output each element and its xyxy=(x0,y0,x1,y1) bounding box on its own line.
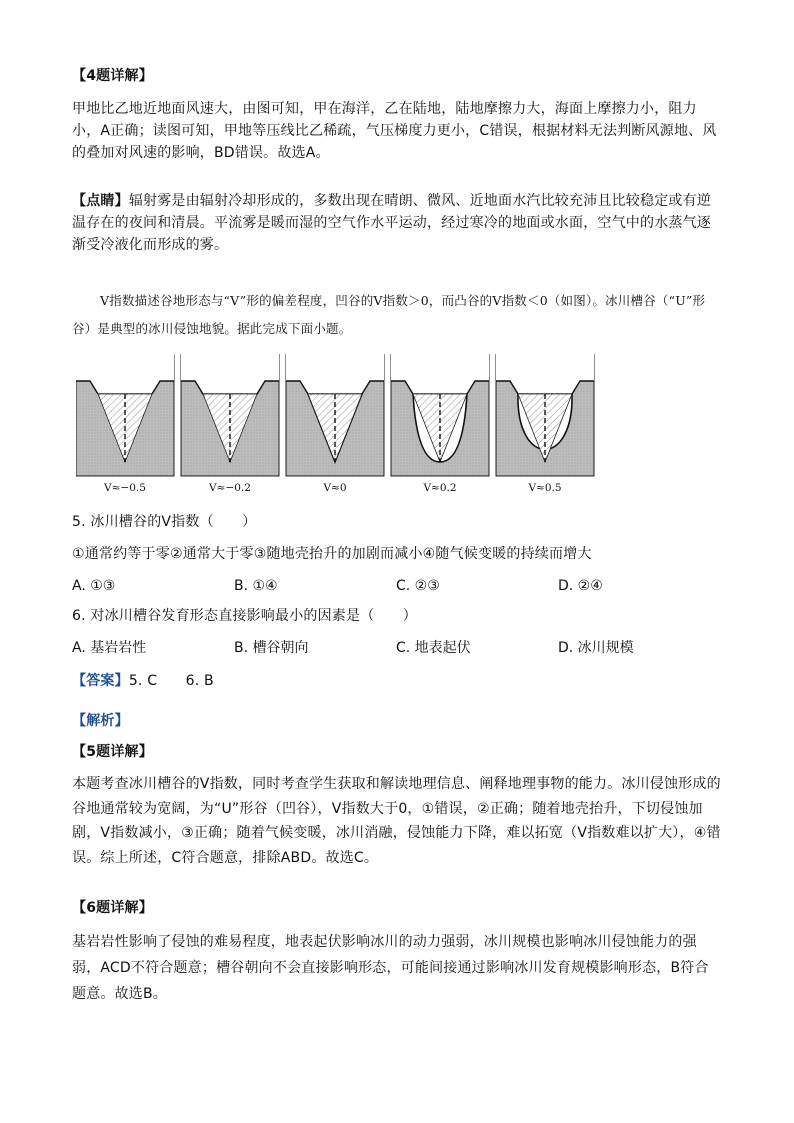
material-text: V指数描述谷地形态与“V”形的偏差程度，凹谷的V指数＞0，而凸谷的V指数＜0（如图）。冰川槽谷（“U”形谷）是典型的冰川侵蚀地貌。据此完成下面小题。 xyxy=(72,293,706,336)
q4-detail-text: 甲地比乙地近地面风速大，由图可知，甲在海洋，乙在陆地，陆地摩擦力大，海面上摩擦力小，阻力小，A正确；读图可知，甲地等压线比乙稀疏，气压梯度力更小，C错误，根据材料无法判断风源地、风的叠加对风速的影响，BD错误。故选A。 xyxy=(72,101,717,161)
q5-detail-text: 本题考查冰川槽谷的V指数，同时考查学生获取和解读地理信息、阐释地理事物的能力。冰川侵蚀形成的谷地通常较为宽阔，为“U”形谷（凹谷），V指数大于0，①错误，②正确；随着地壳抬升，下切侵蚀加剧，V指数减小，③正确；随着气候变暖，冰川消融，侵蚀能力下降，难以拓宽（V指数难以扩大），④错误。综上所述，C符合题意，排除ABD。故选C。 xyxy=(72,776,721,866)
q5-stem: 5. 冰川槽谷的V指数（ ） xyxy=(72,514,257,530)
v-label-2: V≈−0.2 xyxy=(209,482,251,494)
q5-option-a: A. ①③ xyxy=(72,578,116,594)
q6-option-d: D. 冰川规模 xyxy=(558,640,634,656)
q4-detail-heading: 【4题详解】 xyxy=(72,68,153,84)
q6-stem: 6. 对冰川槽谷发育形态直接影响最小的因素是（ ） xyxy=(72,608,418,624)
tip-text: 辐射雾是由辐射冷却形成的，多数出现在晴朗、微风、近地面水汽比较充沛且比较稳定或有逆温存在的夜间和清晨。平流雾是暖而湿的空气作水平运动，经过寒冷的地面或水面，空气中的水蒸气逐渐受冷液化而形成的雾。 xyxy=(72,193,712,253)
q5-option-d: D. ②④ xyxy=(558,578,603,594)
q5-statements: ①通常约等于零②通常大于零③随地壳抬升的加剧而减小④随气候变暖的持续而增大 xyxy=(72,546,592,562)
analysis-label: 【解析】 xyxy=(72,713,129,729)
q5-detail-heading: 【5题详解】 xyxy=(72,744,153,760)
valley-profile-svg xyxy=(76,354,606,479)
tip-heading: 【点睛】 xyxy=(72,193,129,209)
q6-option-a: A. 基岩岩性 xyxy=(72,640,147,656)
answer-label: 【答案】 xyxy=(72,673,129,689)
v-label-1: V≈−0.5 xyxy=(104,482,146,494)
v-label-3: V≈0 xyxy=(323,482,347,494)
q6-detail-heading: 【6题详解】 xyxy=(72,900,153,916)
q5-option-b: B. ①④ xyxy=(234,578,278,594)
v-label-5: V≈0.5 xyxy=(528,482,562,494)
q6-option-c: C. 地表起伏 xyxy=(396,640,471,656)
v-label-4: V≈0.2 xyxy=(423,482,457,494)
q6-option-b: B. 槽谷朝向 xyxy=(234,640,309,656)
q6-detail-text: 基岩岩性影响了侵蚀的难易程度，地表起伏影响冰川的动力强弱，冰川规模也影响冰川侵蚀能力的强弱，ACD不符合题意；槽谷朝向不会直接影响形态，可能间接通过影响冰川发育规模影响形态，B符合题意。故选B。 xyxy=(72,934,709,1002)
tip-paragraph xyxy=(72,190,722,256)
answer-line xyxy=(72,671,722,691)
answer-text: 5. C 6. B xyxy=(128,673,214,689)
valley-profile-figure xyxy=(76,354,606,499)
q5-option-c: C. ②③ xyxy=(396,578,440,594)
